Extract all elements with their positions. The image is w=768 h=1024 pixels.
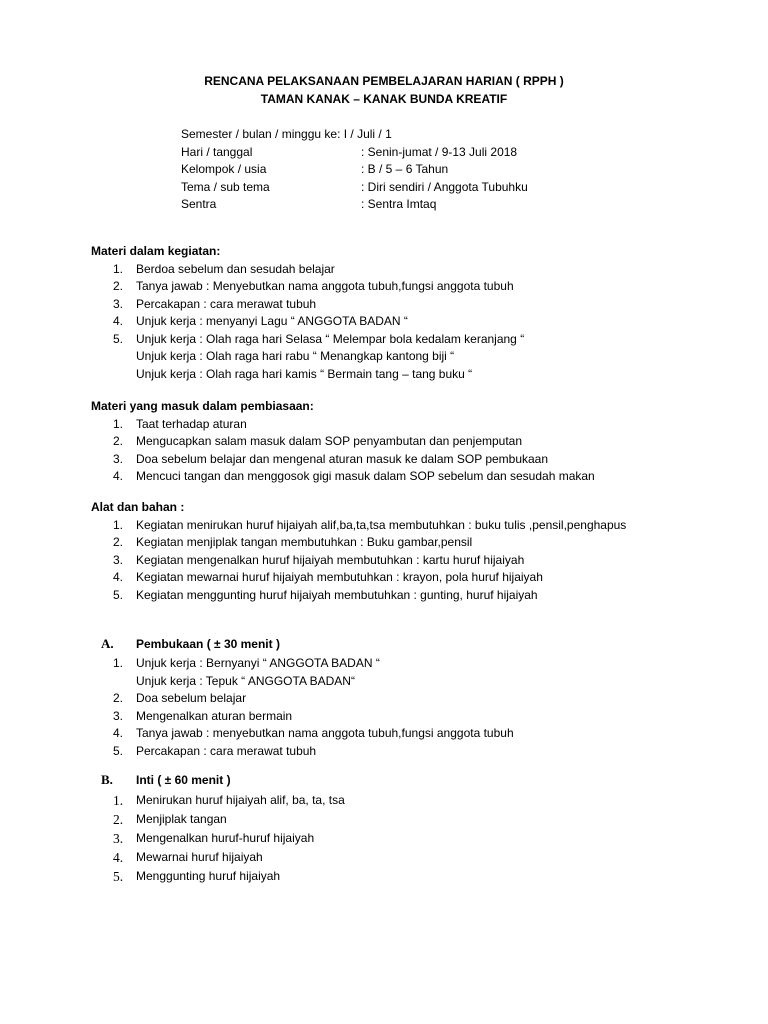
item-number: 5. xyxy=(113,587,124,602)
item-text: Unjuk kerja : menyanyi Lagu “ ANGGOTA BADAN “ xyxy=(136,314,408,328)
item-text: Doa sebelum belajar xyxy=(136,691,247,705)
meta-sentra-value: : Sentra Imtaq xyxy=(361,197,437,211)
item-number: 5. xyxy=(113,869,124,884)
list-item xyxy=(91,517,681,535)
list-item xyxy=(91,331,681,349)
item-text: Mengenalkan huruf-huruf hijaiyah xyxy=(136,831,315,845)
item-number: 3. xyxy=(113,552,124,567)
list-item xyxy=(91,791,681,810)
item-number: 1. xyxy=(113,793,124,808)
list-item xyxy=(91,468,681,486)
list-item xyxy=(91,810,681,829)
list-item xyxy=(91,743,681,761)
item-number: 4. xyxy=(113,850,124,865)
pembukaan-heading: Pembukaan ( ± 30 menit ) xyxy=(136,637,280,651)
meta-kelompok-label: Kelompok / usia xyxy=(181,162,267,176)
list-item xyxy=(91,655,681,673)
list-item xyxy=(91,433,681,451)
item-text: Mengucapkan salam masuk dalam SOP penyambutan dan penjemputan xyxy=(136,434,523,448)
item-number: 5. xyxy=(113,743,124,758)
item-number: 2. xyxy=(113,434,124,448)
list-item xyxy=(91,848,681,867)
list-continuation: Unjuk kerja : Olah raga hari kamis “ Bermain tang – tang buku “ xyxy=(136,366,473,381)
item-number: 4. xyxy=(113,314,124,328)
item-text: Menggunting huruf hijaiyah xyxy=(136,869,281,883)
item-number: 4. xyxy=(113,570,124,584)
item-text: Percakapan : cara merawat tubuh xyxy=(136,743,317,758)
item-text: Kegiatan mengenalkan huruf hijaiyah membutuhkan : kartu huruf hijaiyah xyxy=(136,552,525,567)
document-title: RENCANA PELAKSANAAN PEMBELAJARAN HARIAN ( RPPH ) xyxy=(204,74,564,88)
pembiasaan-list xyxy=(91,416,681,486)
item-number: 3. xyxy=(113,296,124,311)
list-continuation: Unjuk kerja : Olah raga hari rabu “ Menangkap kantong biji “ xyxy=(136,349,455,363)
item-number: 1. xyxy=(113,656,124,670)
list-item xyxy=(91,296,681,314)
materi-heading: Materi dalam kegiatan: xyxy=(91,244,221,258)
inti-heading: Inti ( ± 60 menit ) xyxy=(136,773,231,787)
inti-section xyxy=(91,769,681,886)
item-text: Doa sebelum belajar dan mengenal aturan masuk ke dalam SOP pembukaan xyxy=(136,451,549,466)
pembukaan-section xyxy=(91,633,681,760)
item-number: 2. xyxy=(113,535,124,549)
item-text: Mengenalkan aturan bermain xyxy=(136,708,293,723)
list-item xyxy=(91,552,681,570)
section-letter: B. xyxy=(101,772,113,787)
item-text: Tanya jawab : Menyebutkan nama anggota tubuh,fungsi anggota tubuh xyxy=(136,279,514,293)
pembukaan-list xyxy=(91,655,681,760)
item-text: Kegiatan menjiplak tangan membutuhkan : Buku gambar,pensil xyxy=(136,535,473,549)
item-number: 1. xyxy=(113,261,124,276)
list-item xyxy=(91,416,681,434)
materi-list xyxy=(91,261,681,349)
item-number: 2. xyxy=(113,812,124,827)
item-text: Percakapan : cara merawat tubuh xyxy=(136,296,317,311)
item-text: Kegiatan menirukan huruf hijaiyah alif,ba,ta,tsa membutuhkan : buku tulis ,pensil,penghapus xyxy=(136,517,627,532)
meta-tema-label: Tema / sub tema xyxy=(181,179,270,194)
item-text: Unjuk kerja : Bernyanyi “ ANGGOTA BADAN “ xyxy=(136,656,380,670)
item-number: 2. xyxy=(113,691,124,705)
item-text: Tanya jawab : menyebutkan nama anggota tubuh,fungsi anggota tubuh xyxy=(136,726,514,740)
school-name: TAMAN KANAK – KANAK BUNDA KREATIF xyxy=(260,92,508,106)
list-item xyxy=(91,673,681,691)
item-number: 3. xyxy=(113,708,124,723)
item-text: Menjiplak tangan xyxy=(136,812,227,826)
alat-list xyxy=(91,517,681,605)
list-item xyxy=(91,829,681,848)
item-text: Mencuci tangan dan menggosok gigi masuk dalam SOP sebelum dan sesudah makan xyxy=(136,469,595,483)
meta-tema-value: : Diri sendiri / Anggota Tubuhku xyxy=(361,179,528,194)
inti-heading-row xyxy=(91,769,681,791)
item-number: 4. xyxy=(113,469,124,483)
alat-heading: Alat dan bahan : xyxy=(91,500,185,514)
pembukaan-heading-row xyxy=(91,633,681,655)
list-item xyxy=(91,867,681,886)
list-item xyxy=(91,690,681,708)
item-number: 2. xyxy=(113,279,124,293)
inti-list xyxy=(91,791,681,886)
list-item xyxy=(91,569,681,587)
item-text: Mewarnai huruf hijaiyah xyxy=(136,850,263,864)
alat-section xyxy=(91,499,681,604)
item-number: 3. xyxy=(113,451,124,466)
list-item xyxy=(91,278,681,296)
list-item xyxy=(91,587,681,605)
item-text: Unjuk kerja : Tepuk “ ANGGOTA BADAN“ xyxy=(136,673,355,688)
materi-section xyxy=(91,243,681,383)
item-text: Menirukan huruf hijaiyah alif, ba, ta, tsa xyxy=(136,793,345,807)
item-text: Kegiatan menggunting huruf hijaiyah membutuhkan : gunting, huruf hijaiyah xyxy=(136,587,538,602)
pembiasaan-section xyxy=(91,398,681,486)
meta-hari-value: : Senin-jumat / 9-13 Juli 2018 xyxy=(361,144,518,159)
item-text: Kegiatan mewarnai huruf hijaiyah membutuhkan : krayon, pola huruf hijaiyah xyxy=(136,570,543,584)
meta-kelompok-value: : B / 5 – 6 Tahun xyxy=(361,162,449,176)
item-text: Unjuk kerja : Olah raga hari Selasa “ Melempar bola kedalam keranjang “ xyxy=(136,331,525,346)
item-text: Taat terhadap aturan xyxy=(136,416,247,431)
meta-semester: Semester / bulan / minggu ke: I / Juli / 1 xyxy=(181,127,392,141)
list-item xyxy=(91,451,681,469)
pembiasaan-heading: Materi yang masuk dalam pembiasaan: xyxy=(91,399,314,413)
section-letter: A. xyxy=(101,636,114,651)
item-number: 3. xyxy=(113,831,124,846)
list-item xyxy=(91,261,681,279)
item-number: 1. xyxy=(113,517,124,532)
list-item xyxy=(91,534,681,552)
item-text: Berdoa sebelum dan sesudah belajar xyxy=(136,261,335,276)
meta-sentra-label: Sentra xyxy=(181,197,217,211)
item-number: 1. xyxy=(113,416,124,431)
item-number: 5. xyxy=(113,331,124,346)
list-item xyxy=(91,708,681,726)
meta-hari-label: Hari / tanggal xyxy=(181,144,253,159)
list-item xyxy=(91,725,681,743)
list-item xyxy=(91,313,681,331)
item-number: 4. xyxy=(113,726,124,740)
